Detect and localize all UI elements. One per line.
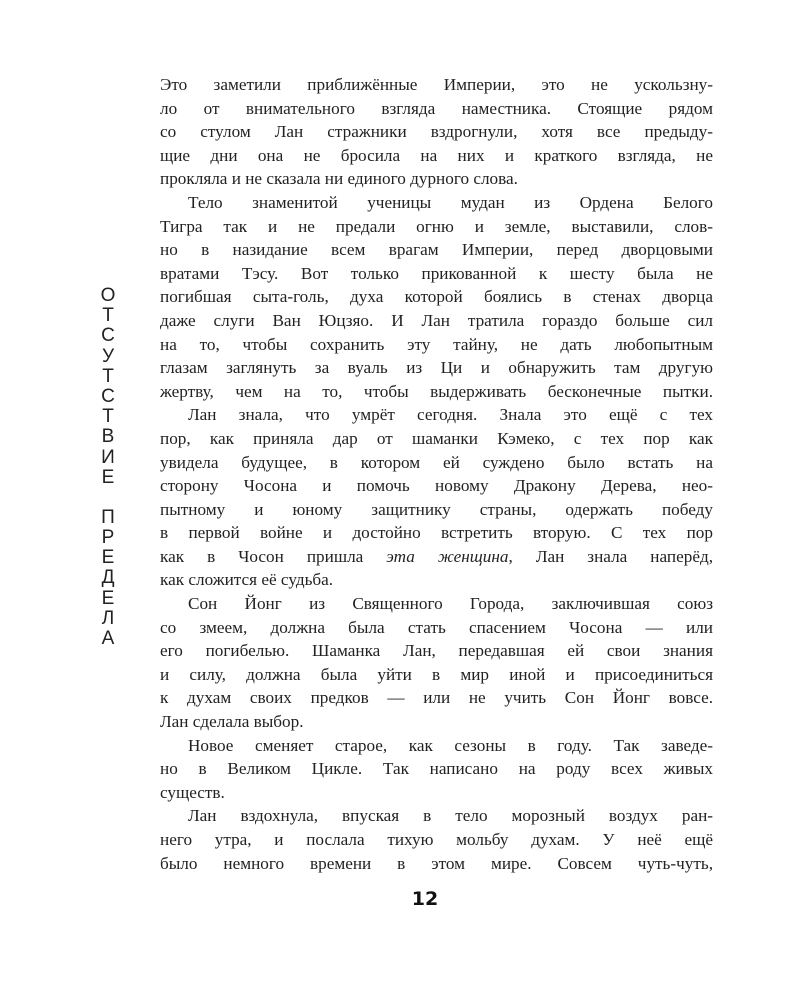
text-line: существ.: [160, 782, 225, 802]
title-letter: Т: [102, 305, 114, 327]
text-span: , Лан знала наперёд,: [508, 546, 713, 566]
text-line: Лан знала, что умрёт сегодня. Знала это ещё с тех: [188, 405, 713, 425]
text-line: Новое сменяет старое, как сезоны в году. Так заведе-: [188, 735, 713, 755]
text-line: погибшая сыта-голь, духа которой боялись в стенах дворца: [160, 287, 713, 307]
title-letter: Р: [101, 527, 115, 549]
text-line: Это заметили приближённые Империи, это не ускользну-: [160, 75, 713, 94]
text-line: как сложится её судьба.: [160, 570, 334, 590]
title-letter: В: [101, 426, 115, 448]
text-line: но в Великом Цикле. Так написано на роду всех живых: [160, 759, 713, 779]
text-line: пытному и юному защитнику страны, одержать победу: [160, 499, 713, 519]
title-letter: С: [101, 325, 115, 347]
body-text: [160, 73, 713, 875]
title-letter: Д: [101, 567, 115, 589]
text-line: было немного времени в этом мире. Совсем чуть-чуть,: [160, 853, 713, 873]
text-line: Тело знаменитой ученицы мудан из Ордена Белого: [188, 192, 713, 212]
text-line: к духам своих предков — или не учить Сон Йонг вовсе.: [160, 688, 713, 708]
text-line: и силу, должна была уйти в мир иной и присоединиться: [160, 664, 713, 684]
text-line: Тигра так и не предали огню и земле, выставили, слов-: [160, 216, 713, 236]
text-line: его погибелью. Шаманка Лан, передавшая ей свои знания: [160, 641, 713, 661]
text-line: пор, как приняла дар от шаманки Кэмеко, с тех пор как: [160, 428, 713, 448]
title-letter: С: [101, 385, 115, 407]
text-line: Лан сделала выбор.: [160, 712, 304, 732]
text-line: увидела будущее, в котором ей суждено было встать на: [160, 452, 713, 472]
text-line: сторону Чосона и помочь новому Дракону Дерева, нео-: [160, 476, 713, 496]
text-line: в первой войне и достойно встретить вторую. С тех пор: [160, 523, 713, 543]
title-letter: Е: [101, 466, 115, 488]
text-line: со змеем, должна была стать спасением Чосона — или: [160, 617, 713, 637]
title-letter: А: [101, 628, 115, 649]
italic-phrase: эта женщина: [386, 546, 509, 566]
running-title-word-2: [101, 508, 115, 649]
page-number: 12: [411, 888, 439, 910]
text-line: но в назидание всем врагам Империи, перед дворцовыми: [160, 240, 713, 260]
title-letter: Е: [101, 547, 115, 569]
running-title-word-1: [101, 286, 116, 488]
title-letter: Е: [101, 587, 115, 609]
text-line: Лан вздохнула, впуская в тело морозный воздух ран-: [188, 806, 713, 826]
text-line: Сон Йонг из Священного Города, заключившая союз: [188, 594, 713, 614]
title-letter: И: [101, 446, 115, 468]
text-line: него утра, и послала тихую мольбу духам. У неё ещё: [160, 830, 713, 849]
text-line: на то, чтобы сохранить эту тайну, не дать любопытным: [160, 334, 713, 354]
text-line: ло от внимательного взгляда наместника. Стоящие рядом: [160, 98, 713, 118]
title-letter: У: [101, 345, 115, 367]
title-letter: П: [101, 506, 115, 528]
text-line: со стулом Лан стражники вздрогнули, хотя все предыду-: [160, 122, 713, 142]
text-line: прокляла и не сказала ни единого дурного слова.: [160, 169, 518, 189]
text-line: глазам заглянуть за вуаль из Ци и обнаружить там другую: [160, 358, 713, 378]
text-line: даже слуги Ван Юцзяо. И Лан тратила гораздо больше сил: [160, 310, 713, 330]
title-letter: О: [100, 285, 116, 306]
text-line: жертву, чем на то, чтобы выдерживать бесконечные пытки.: [160, 381, 713, 401]
title-letter: Т: [102, 406, 114, 428]
running-title-vertical: [92, 286, 124, 649]
title-letter: Л: [101, 607, 115, 629]
text-line: вратами Тэсу. Вот только прикованной к шесту была не: [160, 263, 713, 283]
text-span: как в Чосон пришла: [160, 546, 387, 566]
text-line: щие дни она не бросила на них и краткого взгляда, не: [160, 145, 713, 165]
title-letter: Т: [102, 365, 114, 387]
text-line: [160, 545, 713, 569]
